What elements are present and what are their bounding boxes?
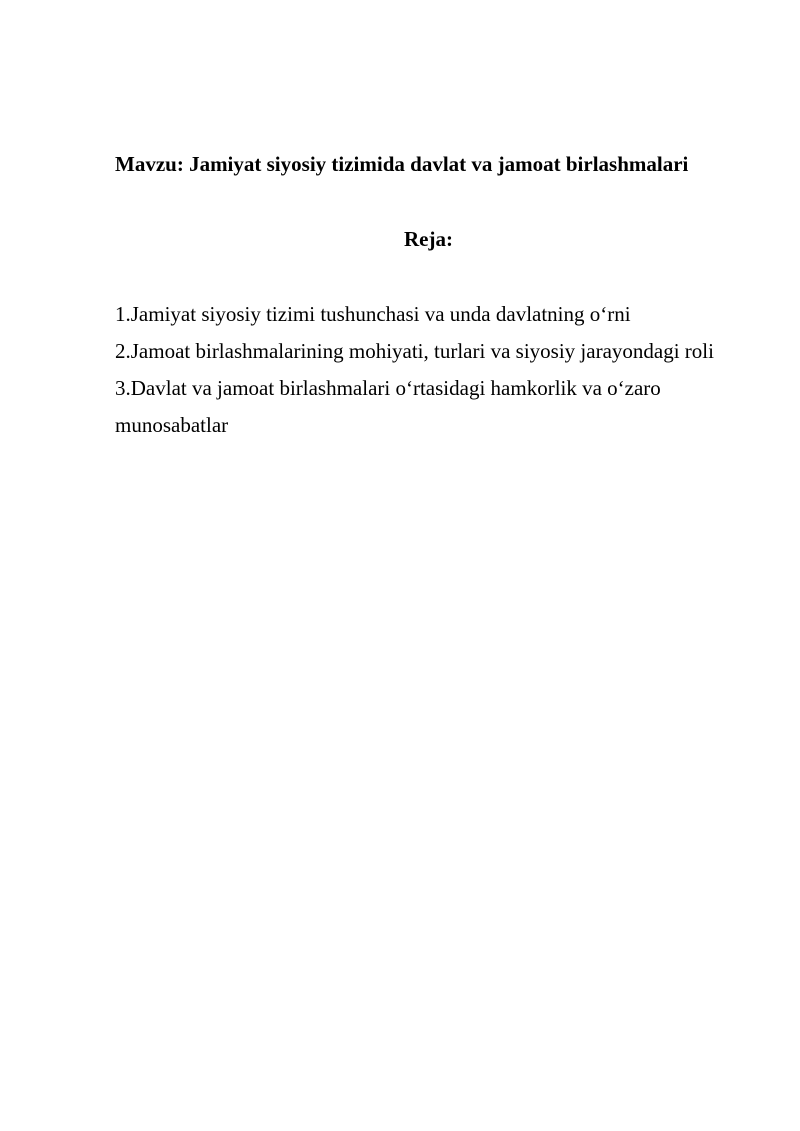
document-title: Mavzu: Jamiyat siyosiy tizimida davlat va jamoat birlashmalari — [115, 152, 689, 176]
plan-list — [115, 296, 735, 444]
plan-heading: Reja: — [404, 227, 453, 251]
plan-item-2: 2.Jamoat birlashmalarining mohiyati, turlari va siyosiy jarayondagi roli — [115, 339, 714, 363]
plan-item-1: 1.Jamiyat siyosiy tizimi tushunchasi va unda davlatning o‘rni — [115, 302, 631, 326]
plan-item-3: 3.Davlat va jamoat birlashmalari o‘rtasidagi hamkorlik va o‘zaro munosabatlar — [115, 376, 661, 437]
